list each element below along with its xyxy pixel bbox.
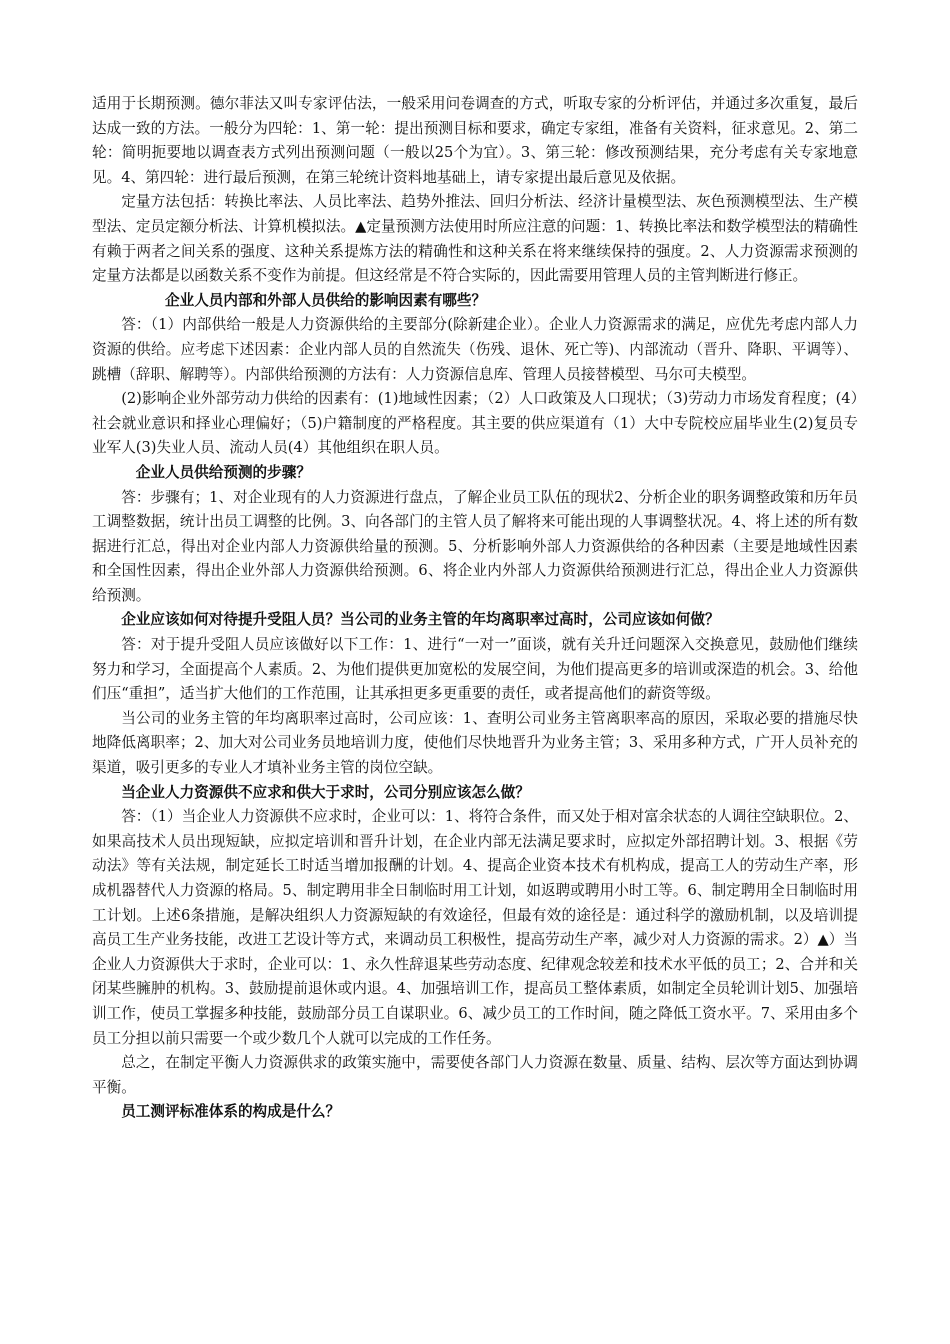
section-heading: 企业人员内部和外部人员供给的影响因素有哪些？ <box>165 291 487 309</box>
body-paragraph: 总之，在制定平衡人力资源供求的政策实施中，需要使各部门人力资源在数量、质量、结构、层次等方面达到协调平衡。 <box>92 1054 858 1096</box>
section-heading: 当企业人力资源供不应求和供大于求时，公司分别应该怎么做？ <box>121 783 530 801</box>
body-paragraph: 当公司的业务主管的年均离职率过高时，公司应该：1、查明公司业务主管离职率高的原因，采取必要的措施尽快地降低离职率；2、加大对公司业务员地培训力度，使他们尽快地晋升为业务主管；3、采用多种方式，广开人员补充的渠道，吸引更多的专业人才填补业务主管的岗位空缺。 <box>92 709 858 777</box>
body-paragraph: (2)影响企业外部劳动力供给的因素有：(1)地域性因素；（2）人口政策及人口现状；（3)劳动力市场发育程度；(4）社会就业意识和择业心理偏好；（5)户籍制度的严格程度。其主要的供应渠道有（1）大中专院校应届毕业生(2)复员专业军人(3)失业人员、流动人员(4）其他组织在职人员。 <box>92 390 858 457</box>
section-heading: 企业人员供给预测的步骤？ <box>135 463 311 481</box>
body-paragraph: 答：步骤有；1、对企业现有的人力资源进行盘点，了解企业员工队伍的现状2、分析企业的职务调整政策和历年员工调整数据，统计出员工调整的比例。3、向各部门的主管人员了解将来可能出现的人事调整状况。4、将上述的所有数据进行汇总，得出对企业内部人力资源供给量的预测。5、分析影响外部人力资源供给的各种因素（主要是地域性因素和全国性因素，得出企业外部人力资源供给预测。6、将企业内外部人力资源供给预测进行汇总，得出企业人力资源供给预测。 <box>92 488 858 604</box>
section-heading: 企业应该如何对待提升受阻人员？当公司的业务主管的年均离职率过高时，公司应该如何做？ <box>121 611 720 629</box>
section-heading: 员工测评标准体系的构成是什么？ <box>121 1103 341 1121</box>
body-paragraph: 答：对于提升受阻人员应该做好以下工作：1、进行“一对一”面谈，就有关升迁问题深入交换意见，鼓励他们继续努力和学习，全面提高个人素质。2、为他们提供更加宽松的发展空间，为他们提高更多的培训或深造的机会。3、给他们压“重担”，适当扩大他们的工作范围，让其承担更多更重要的责任，或者提高他们的薪资等级。 <box>92 636 858 703</box>
body-paragraph: 答：（1）当企业人力资源供不应求时，企业可以：1、将符合条件，而又处于相对富余状态的人调往空缺职位。2、如果高技术人员出现短缺，应拟定培训和晋升计划，在企业内部无法满足要求时，应拟定外部招聘计划。3、根据《劳动法》等有关法规，制定延长工时适当增加报酬的计划。4、提高企业资本技术有机构成，提高工人的劳动生产率，形成机器替代人力资源的格局。5、制定聘用非全日制临时用工计划，如返聘或聘用小时工等。6、制定聘用全日制临时用工计划。上述6条措施，是解决组织人力资源短缺的有效途径，但最有效的途径是：通过科学的激励机制，以及培训提高员工生产业务技能，改进工艺设计等方式，来调动员工积极性，提高劳动生产率，减少对人力资源的需求。2）▲）当企业人力资源供大于求时，企业可以：1、永久性辞退某些劳动态度、纪律观念较差和技术水平低的员工；2、合并和关闭某些臃肿的机构。3、鼓励提前退休或内退。4、加强培训工作，提高员工整体素质，如制定全员轮训计划5、加强培训工作，使员工掌握多种技能，鼓励部分员工自谋职业。6、减少员工的工作时间，随之降低工资水平。7、采用由多个员工分担以前只需要一个或少数几个人就可以完成的工作任务。 <box>92 808 858 1047</box>
body-paragraph: 答：（1）内部供给一般是人力资源供给的主要部分(除新建企业）。企业人力资源需求的满足，应优先考虑内部人力资源的供给。应考虑下述因素：企业内部人员的自然流失（伤残、退休、死亡等)、内部流动（晋升、降职、平调等）、跳槽（辞职、解聘等）。内部供给预测的方法有：人力资源信息库、管理人员接替模型、马尔可夫模型。 <box>92 316 858 383</box>
body-paragraph: 适用于长期预测。德尔菲法又叫专家评估法，一般采用问卷调查的方式，听取专家的分析评估，并通过多次重复，最后达成一致的方法。一般分为四轮：1、第一轮：提出预测目标和要求，确定专家组，准备有关资料，征求意见。2、第二轮：简明扼要地以调查表方式列出预测问题（一般以25个为宜）。3、第三轮：修改预测结果，充分考虑有关专家地意见。4、第四轮：进行最后预测，在第三轮统计资料地基础上，请专家提出最后意见及依据。 <box>92 95 858 186</box>
body-paragraph: 定量方法包括：转换比率法、人员比率法、趋势外推法、回归分析法、经济计量模型法、灰色预测模型法、生产模型法、定员定额分析法、计算机模拟法。▲定量预测方法使用时所应注意的问题：1、转换比率法和数学模型法的精确性有赖于两者之间关系的强度、这种关系提炼方法的精确性和这种关系在将来继续保持的强度。2、人力资源需求预测的定量方法都是以函数关系不变作为前提。但这经常是不符合实际的，因此需要用管理人员的主管判断进行修正。 <box>92 193 858 285</box>
